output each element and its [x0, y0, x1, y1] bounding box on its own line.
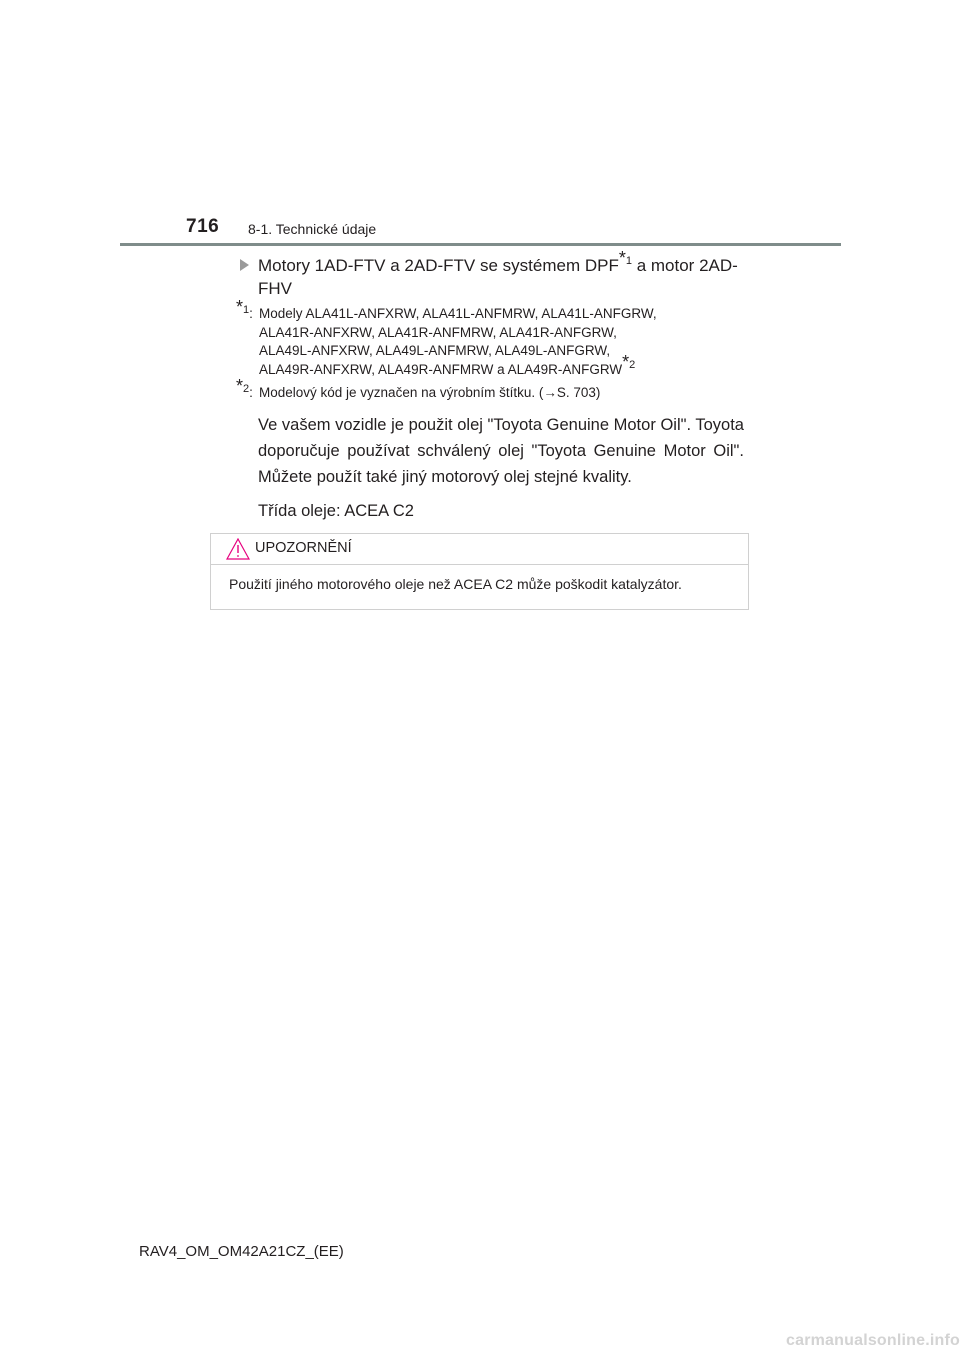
footnote-ref: *2 — [622, 352, 636, 372]
triangle-bullet-icon — [240, 259, 249, 271]
caution-text: Použití jiného motorového oleje než ACEA C2 může poškodit katalyzátor. — [229, 576, 682, 592]
warning-triangle-icon — [226, 538, 250, 560]
footnote-line: Modely ALA41L-ANFXRW, ALA41L-ANFMRW, ALA41L-ANFGRW, — [259, 306, 657, 321]
bullet-heading-text-after: a motor 2AD- — [631, 256, 738, 275]
caution-header — [211, 534, 748, 565]
bullet-heading-continuation: FHV — [258, 279, 292, 298]
document-code: RAV4_OM_OM42A21CZ_(EE) — [139, 1243, 344, 1260]
footnote-line: ALA49R-ANFXRW, ALA49R-ANFMRW a ALA49R-ANFGRW — [259, 361, 623, 377]
bullet-heading — [240, 248, 750, 300]
caution-box — [210, 533, 749, 610]
footnote-line: ALA49L-ANFXRW, ALA49L-ANFMRW, ALA49L-ANFGRW, — [259, 343, 611, 358]
footnote-marker: $^{*1}$: — [236, 296, 253, 321]
header-rule — [120, 243, 841, 246]
caution-title: UPOZORNĚNÍ — [255, 540, 352, 556]
footnote-2 — [236, 375, 756, 403]
body-text — [258, 412, 744, 524]
page-reference[interactable]: S. 703) — [556, 385, 601, 400]
bullet-heading-text: Motory 1AD-FTV a 2AD-FTV se systémem DPF — [258, 256, 619, 275]
footnote-text: Modelový kód je vyznačen na výrobním štítku. ( — [259, 385, 544, 400]
arrow-icon: → — [543, 385, 557, 400]
paragraph: Ve vašem vozidle je použit olej "Toyota Genuine Motor Oil". Toyota doporučuje používat schválený olej "Toyota Genuine Motor Oil". Můžete použít také jiný motorový olej stejné kvality. — [258, 416, 744, 486]
footnote-ref: *1 — [618, 248, 632, 269]
footnote-marker: $^{*2}$: — [236, 375, 253, 400]
footnote-line: ALA41R-ANFXRW, ALA41R-ANFMRW, ALA41R-ANFGRW, — [259, 324, 617, 340]
page-number: 716 — [186, 216, 220, 237]
section-title: 8-1. Technické údaje — [248, 221, 377, 237]
footnote-1 — [236, 296, 756, 379]
watermark: carmanualsonline.info — [786, 1332, 960, 1349]
oil-class: Třída oleje: ACEA C2 — [258, 502, 414, 520]
